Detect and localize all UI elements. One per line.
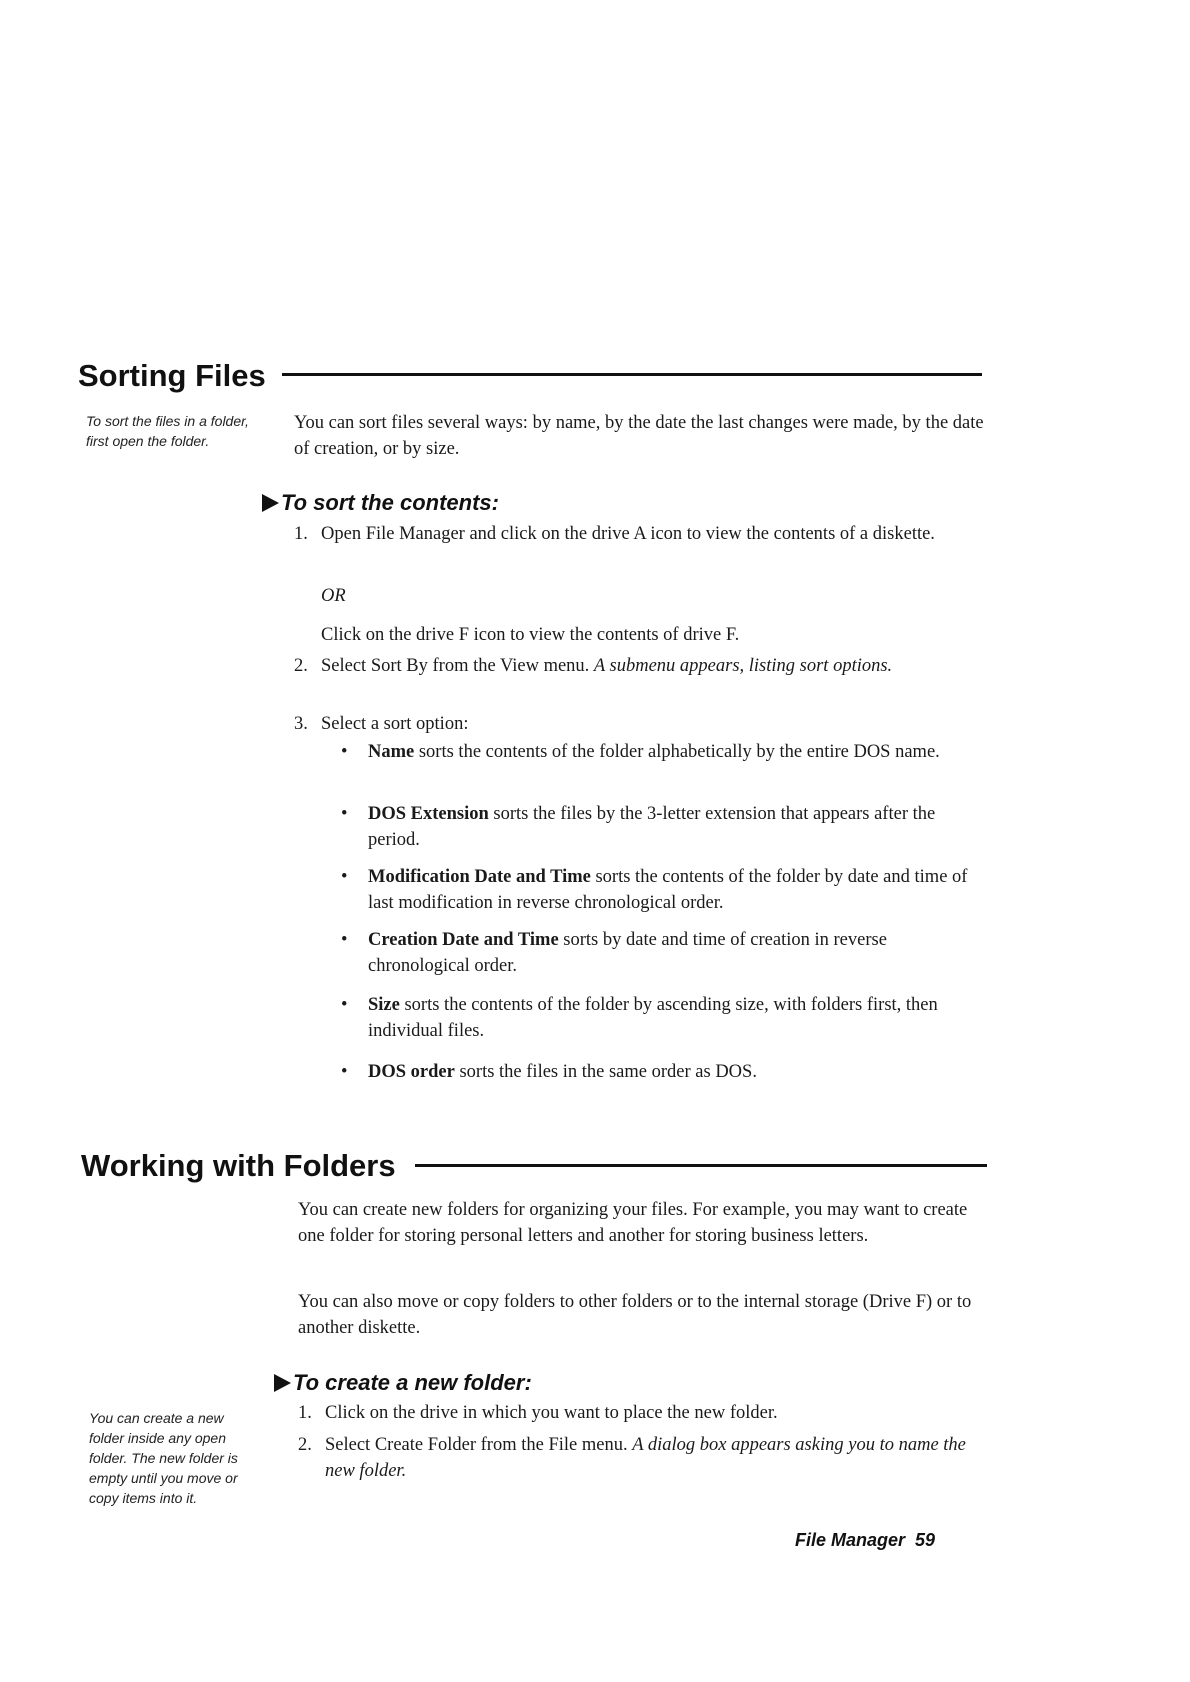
bullet-icon: • <box>341 867 348 887</box>
option-term: Name <box>368 742 415 762</box>
bullet-icon: • <box>341 930 348 950</box>
step-number: 2. <box>298 1435 312 1455</box>
procedure-title-sort <box>262 490 499 516</box>
page-footer <box>795 1530 935 1551</box>
sorting-intro: You can sort files several ways: by name, by the date the last changes were made, by the date of creation, or by size. <box>294 413 984 459</box>
step-result: A dialog box appears asking you to name the new folder. <box>325 1435 966 1481</box>
section-rule <box>282 373 982 376</box>
bullet-icon: • <box>341 995 348 1015</box>
procedure-title-create-folder-text: To create a new folder: <box>293 1370 532 1395</box>
option-desc: sorts the contents of the folder by ascending size, with folders first, then individual files. <box>368 995 938 1041</box>
sort-option-size <box>341 992 966 1044</box>
step-text: Open File Manager and click on the drive A icon to view the contents of a diskette. <box>321 524 935 544</box>
footer-label: File Manager <box>795 1530 906 1550</box>
step-number: 1. <box>294 524 308 544</box>
option-desc: sorts the files by the 3-letter extension that appears after the period. <box>368 804 936 850</box>
procedure-title-sort-text: To sort the contents: <box>281 490 499 515</box>
option-text <box>368 1059 981 1085</box>
arrow-right-icon <box>262 494 279 512</box>
step-text <box>321 653 934 679</box>
step-or: OR <box>321 586 346 606</box>
sort-step-2 <box>294 653 934 679</box>
sort-step-1 <box>294 521 984 547</box>
page-number: 59 <box>915 1530 936 1550</box>
bullet-icon: • <box>341 742 348 762</box>
margin-note-sort: To sort the files in a folder, first open the folder. <box>86 413 249 449</box>
step-number: 1. <box>298 1403 312 1423</box>
arrow-right-icon <box>274 1374 291 1392</box>
option-text <box>368 927 941 979</box>
option-term: DOS Extension <box>368 804 489 824</box>
option-desc: sorts the contents of the folder by date and time of last modification in reverse chronological order. <box>368 867 968 913</box>
sort-option-dos-extension <box>341 801 961 853</box>
procedure-title-create-folder <box>274 1370 532 1396</box>
option-term: Size <box>368 995 400 1015</box>
step-number: 3. <box>294 714 308 734</box>
sort-step-3 <box>294 711 984 737</box>
section-title-working-with-folders: Working with Folders <box>81 1148 396 1183</box>
section-title-sorting-files: Sorting Files <box>78 358 266 393</box>
margin-note-create-folder: You can create a new folder inside any open folder. The new folder is empty until you move or copy items into it. <box>89 1410 238 1506</box>
bullet-icon: • <box>341 1062 348 1082</box>
folder-step-2 <box>298 1432 978 1484</box>
bullet-icon: • <box>341 804 348 824</box>
folder-step-1 <box>298 1400 988 1426</box>
sort-option-modification-date <box>341 864 981 916</box>
step-instruction: Select Sort By from the View menu. <box>321 656 590 676</box>
option-term: Creation Date and Time <box>368 930 559 950</box>
option-desc: sorts the contents of the folder alphabetically by the entire DOS name. <box>418 742 940 762</box>
option-text <box>368 739 961 765</box>
option-text <box>368 864 981 916</box>
step-number: 2. <box>294 656 308 676</box>
folders-para-2: You can also move or copy folders to other folders or to the internal storage (Drive F) or to another diskette. <box>298 1292 972 1338</box>
sort-option-dos-order <box>341 1059 981 1085</box>
sort-option-name <box>341 739 961 765</box>
step-alt-text: Click on the drive F icon to view the contents of drive F. <box>321 625 740 645</box>
step-result: A submenu appears, listing sort options. <box>593 656 893 676</box>
option-term: Modification Date and Time <box>368 867 591 887</box>
option-text <box>368 992 966 1044</box>
option-term: DOS order <box>368 1062 455 1082</box>
option-text <box>368 801 961 853</box>
section-rule <box>415 1164 987 1167</box>
step-text <box>325 1432 978 1484</box>
option-desc: sorts the files in the same order as DOS. <box>459 1062 757 1082</box>
step-instruction: Select Create Folder from the File menu. <box>325 1435 628 1455</box>
step-text: Select a sort option: <box>321 714 469 734</box>
step-text: Click on the drive in which you want to place the new folder. <box>325 1403 778 1423</box>
option-desc: sorts by date and time of creation in reverse chronological order. <box>368 930 887 976</box>
sort-option-creation-date <box>341 927 941 979</box>
folders-para-1: You can create new folders for organizing your files. For example, you may want to create one folder for storing personal letters and another for storing business letters. <box>298 1200 968 1246</box>
